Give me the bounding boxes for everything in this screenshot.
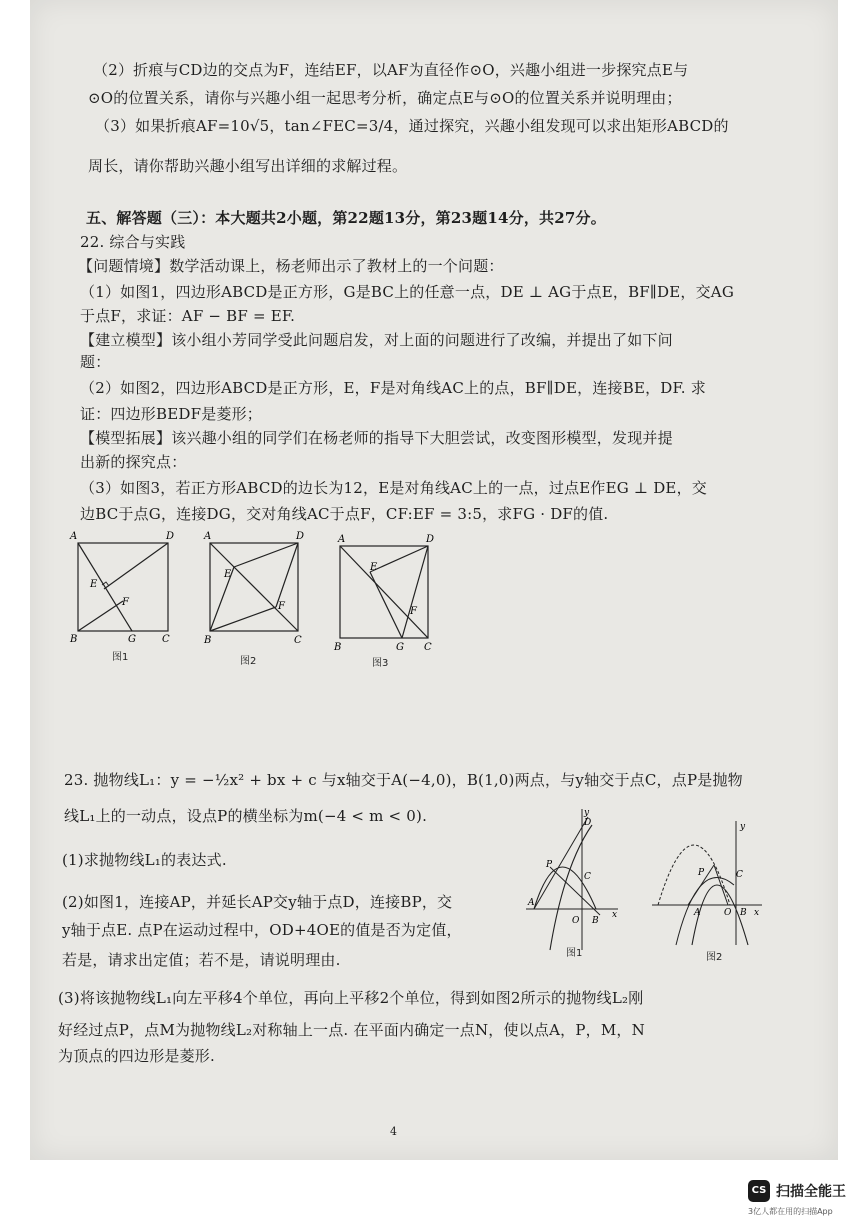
q21-part2-line1: （2）折痕与CD边的交点为F，连结EF，以AF为直径作⊙O，兴趣小组进一步探究点E与 [93, 61, 689, 79]
q22-line7: 证：四边形BEDF是菱形； [80, 405, 263, 423]
svg-text:F: F [278, 601, 285, 612]
svg-text:C: C [162, 634, 170, 645]
q22-line2: （1）如图1，四边形ABCD是正方形，G是BC上的任意一点，DE ⊥ AG于点E，BF∥DE，交AG [80, 283, 735, 301]
q23-figure-1 [522, 805, 622, 955]
svg-text:D: D [166, 531, 175, 542]
svg-text:E: E [90, 579, 98, 590]
svg-text:E: E [224, 569, 232, 580]
svg-text:P: P [546, 860, 553, 870]
q23-line5: y轴于点E. 点P在运动过程中，OD+4OE的值是否为定值， [62, 921, 462, 939]
q23-line9: 为顶点的四边形是菱形. [58, 1047, 215, 1065]
q22-line5: 题： [80, 353, 111, 371]
q22-figure-3-label: 图3 [372, 658, 389, 669]
svg-text:O: O [724, 908, 732, 918]
q22-figure-1-label: 图1 [112, 652, 129, 663]
q23-line3: (1)求抛物线L₁的表达式. [62, 851, 227, 869]
q23-line2: 线L₁上的一动点，设点P的横坐标为m(−4 < m < 0). [64, 807, 428, 825]
svg-text:y: y [584, 808, 590, 818]
svg-text:A: A [694, 908, 701, 918]
page-number: 4 [390, 1125, 397, 1138]
brand-name: 扫描全能王 [776, 1184, 846, 1200]
q23-line8: 好经过点P，点M为抛物线L₂对称轴上一点. 在平面内确定一点N，使以点A，P，M，N [58, 1021, 645, 1039]
svg-text:C: C [294, 635, 302, 646]
q22-line9: 出新的探究点： [80, 453, 187, 471]
q23-line7: (3)将该抛物线L₁向左平移4个单位，再向上平移2个单位，得到如图2所示的抛物线L₂刚 [58, 989, 644, 1007]
q22-figure-3 [330, 530, 445, 660]
svg-text:F: F [122, 597, 129, 608]
svg-text:A: A [70, 531, 78, 542]
q22-title: 22. 综合与实践 [80, 233, 186, 251]
q22-line8: 【模型拓展】该兴趣小组的同学们在杨老师的指导下大胆尝试，改变图形模型，发现并提 [80, 429, 673, 447]
svg-text:A: A [338, 534, 346, 545]
svg-text:B: B [740, 908, 747, 918]
q22-line4: 【建立模型】该小组小芳同学受此问题启发，对上面的问题进行了改编，并提出了如下问 [80, 331, 673, 349]
q21-part2-line2: ⊙O的位置关系，请你与兴趣小组一起思考分析，确定点E与⊙O的位置关系并说明理由； [88, 89, 682, 107]
svg-text:A: A [528, 898, 535, 908]
svg-text:D: D [296, 531, 305, 542]
svg-text:x: x [754, 908, 760, 918]
q21-part3-line2: 周长，请你帮助兴趣小组写出详细的求解过程。 [88, 157, 408, 175]
svg-text:B: B [204, 635, 212, 646]
camscanner-logo-icon: CS [748, 1180, 770, 1202]
section-heading: 五、解答题（三）：本大题共2小题，第22题13分，第23题14分，共27分。 [86, 209, 606, 227]
q22-figure-1 [66, 525, 186, 660]
q22-line3: 于点F，求证：AF − BF = EF. [80, 307, 296, 325]
brand-tagline: 3亿人都在用的扫描App [748, 1207, 833, 1216]
q22-line11: 边BC于点G，连接DG，交对角线AC于点F，CF:EF = 3:5，求FG · DF的值. [80, 505, 609, 523]
svg-text:F: F [410, 606, 417, 617]
svg-text:y: y [740, 822, 746, 832]
q23-figure-2 [648, 815, 766, 955]
svg-text:O: O [572, 916, 580, 926]
svg-text:D: D [584, 818, 592, 828]
q23-figure-2-label: 图2 [706, 952, 723, 963]
svg-text:P: P [698, 868, 705, 878]
svg-text:A: A [204, 531, 212, 542]
q22-figure-2-label: 图2 [240, 656, 257, 667]
q22-line10: （3）如图3，若正方形ABCD的边长为12，E是对角线AC上的一点，过点E作EG ⊥ DE，交 [80, 479, 707, 497]
q23-line6: 若是，请求出定值；若不是，请说明理由. [62, 951, 341, 969]
svg-text:C: C [736, 870, 743, 880]
svg-text:B: B [334, 642, 342, 653]
q22-line6: （2）如图2，四边形ABCD是正方形，E，F是对角线AC上的点，BF∥DE，连接BE，DF. 求 [80, 379, 706, 397]
svg-text:B: B [592, 916, 599, 926]
svg-text:D: D [426, 534, 435, 545]
svg-text:B: B [70, 634, 78, 645]
svg-text:E: E [370, 562, 378, 573]
svg-text:C: C [584, 872, 591, 882]
q21-part3-line1: （3）如果折痕AF=10√5，tan∠FEC=3/4，通过探究，兴趣小组发现可以求出矩形ABCD的 [95, 117, 729, 135]
q23-line1: 23. 抛物线L₁：y = −½x² + bx + c 与x轴交于A(−4,0)，B(1,0)两点，与y轴交于点C，点P是抛物 [64, 771, 743, 789]
svg-text:x: x [612, 910, 618, 920]
scanner-watermark [748, 1180, 858, 1220]
q22-figure-2 [200, 525, 315, 660]
q22-line1: 【问题情境】数学活动课上，杨老师出示了教材上的一个问题： [78, 257, 504, 275]
q23-figure-1-label: 图1 [566, 948, 583, 959]
svg-text:G: G [396, 642, 404, 653]
q23-line4: (2)如图1，连接AP，并延长AP交y轴于点D，连接BP，交 [62, 893, 453, 911]
svg-text:C: C [424, 642, 432, 653]
svg-text:G: G [128, 634, 136, 645]
